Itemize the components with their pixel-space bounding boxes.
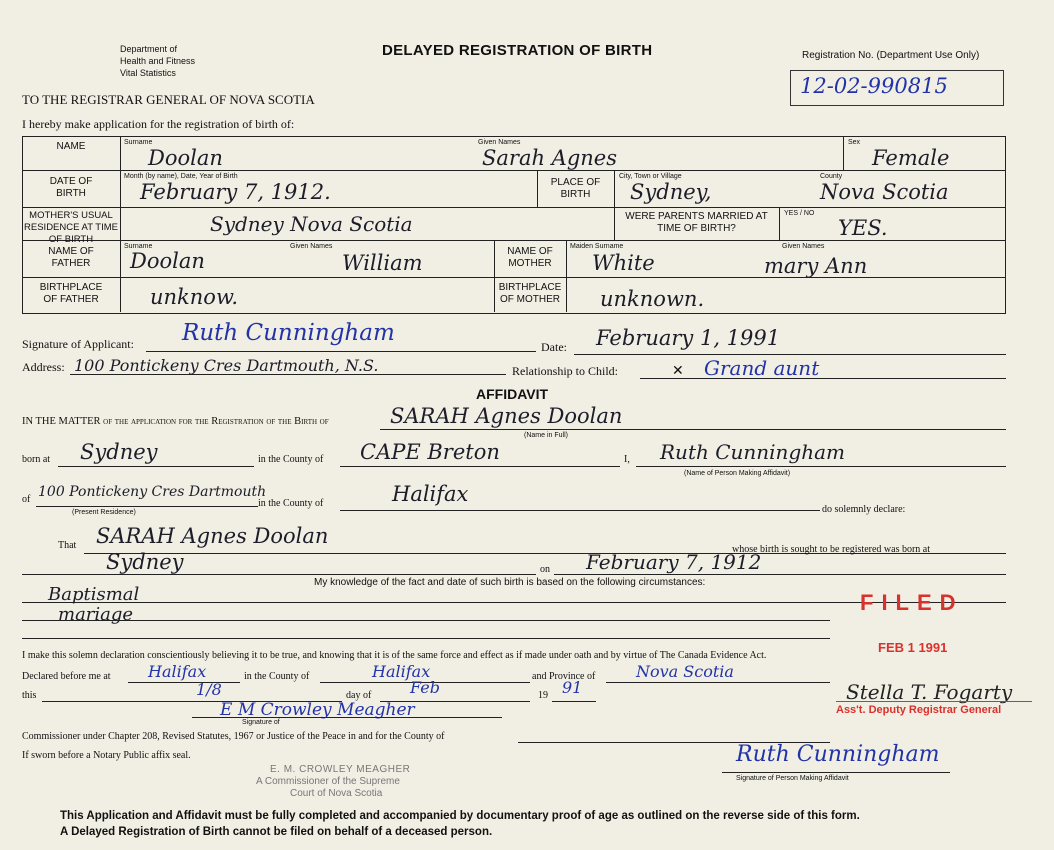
declared-label: Declared before me at <box>22 671 111 682</box>
registrar-signature-line <box>836 701 1032 702</box>
commissioner-text: Commissioner under Chapter 208, Revised Statutes, 1967 or Justice of the Peace in and for the County of <box>22 731 445 742</box>
footer-line-2: A Delayed Registration of Birth cannot be filed on behalf of a deceased person. <box>60 826 493 838</box>
town-value: Sydney, <box>630 180 712 204</box>
circ-line-3 <box>22 638 830 639</box>
circ-line-2 <box>22 620 830 621</box>
person-line <box>636 466 1006 467</box>
province-label: and Province of <box>532 671 596 682</box>
grid-col-mother2 <box>566 240 567 312</box>
declared-line <box>128 682 240 683</box>
filed-stamp: FILED <box>860 590 964 615</box>
that-value: SARAH Agnes Doolan <box>96 524 329 548</box>
father-name-label-text: NAME OF FATHER <box>48 246 94 269</box>
yes-no-label: YES / NO <box>784 210 815 217</box>
father-birthplace-value: unknow. <box>150 285 239 309</box>
dob-value: February 7, 1912. <box>140 180 331 204</box>
day-value: 1/8 <box>196 680 222 699</box>
residence-caption: (Present Residence) <box>72 509 136 516</box>
born-at-label: born at <box>22 454 51 465</box>
father-birthplace-label-text: BIRTHPLACE OF FATHER <box>39 282 103 305</box>
mother-birthplace-label-text: BIRTHPLACE OF MOTHER <box>498 282 562 305</box>
relationship-value: Grand aunt <box>704 356 820 380</box>
commissioner-stamp-line-3: Court of Nova Scotia <box>290 788 383 799</box>
department-line-2: Health and Fitness <box>120 56 196 66</box>
relationship-x: ✕ <box>672 362 684 378</box>
applicant-signature-value: Ruth Cunningham <box>182 320 395 346</box>
father-surname-label: Surname <box>124 243 153 250</box>
commissioner-stamp-line-1: E. M. CROWLEY MEAGHER <box>270 764 411 775</box>
province-line <box>606 682 830 683</box>
relationship-label: Relationship to Child: <box>512 364 619 378</box>
commissioner-signature: E M Crowley Meagher <box>220 700 415 720</box>
maiden-surname-value: White <box>592 251 655 275</box>
on-label: on <box>540 564 550 575</box>
town-label: City, Town or Village <box>619 173 682 180</box>
name-label: NAME <box>56 141 86 152</box>
addressee-line: TO THE REGISTRAR GENERAL OF NOVA SCOTIA <box>22 92 315 107</box>
mother-name-label <box>494 246 566 270</box>
knowledge-text: My knowledge of the fact and date of such birth is based on the following circumstances: <box>314 577 706 588</box>
affiant-residence-value: 100 Pontickeny Cres Dartmouth <box>38 484 267 500</box>
date-line <box>574 354 1006 355</box>
residence-label-text: MOTHER'S USUAL RESIDENCE AT TIME OF BIRTH <box>24 210 118 245</box>
department-line-1: Department of <box>120 44 178 54</box>
surname-label: Surname <box>124 139 153 146</box>
notary-text: If sworn before a Notary Public affix seal. <box>22 750 191 761</box>
relationship-line <box>640 378 1006 379</box>
circumstance-value-1: Baptismal <box>48 584 140 605</box>
affidavit-heading: AFFIDAVIT <box>476 386 549 402</box>
circumstance-value-2: mariage <box>58 604 134 625</box>
sex-value: Female <box>872 146 950 170</box>
this-label: this <box>22 690 37 701</box>
mother-name-label-text: NAME OF MOTHER <box>507 246 553 269</box>
father-surname-value: Doolan <box>130 249 205 273</box>
born-at-value: Sydney <box>80 440 158 464</box>
mother-given-label: Given Names <box>782 243 825 250</box>
date-value: February 1, 1991 <box>596 326 781 350</box>
county-line-2 <box>340 510 820 511</box>
grid-col-1 <box>120 136 121 312</box>
filed-date-stamp: FEB 1 1991 <box>878 640 948 655</box>
year-value: 91 <box>562 678 583 697</box>
in-county-label-3: in the County of <box>244 671 310 682</box>
father-given-value: William <box>342 251 423 275</box>
date-of-birth-label-text: DATE OF BIRTH <box>49 176 93 199</box>
address-value: 100 Pontickeny Cres Dartmouth, N.S. <box>74 356 379 375</box>
commissioner-stamp-line-2: A Commissioner of the Supreme <box>256 776 400 787</box>
residence-value: Sydney Nova Scotia <box>210 212 413 236</box>
date-label: Date: <box>541 340 567 354</box>
address-label: Address: <box>22 360 65 374</box>
that-label: That <box>58 540 77 551</box>
grid-col-yesno <box>779 207 780 240</box>
person-value: Ruth Cunningham <box>660 440 846 464</box>
sex-label: Sex <box>848 139 861 146</box>
grid-rule-1 <box>22 170 1006 171</box>
matter-value: SARAH Agnes Doolan <box>390 404 623 428</box>
applicant-signature-label: Signature of Applicant: <box>22 337 134 351</box>
registration-number-label: Registration No. (Department Use Only) <box>802 50 980 61</box>
grid-col-sex <box>843 136 844 170</box>
affiant-county-value: Halifax <box>392 482 469 506</box>
year-prefix: 19 <box>538 690 548 701</box>
in-county-label-2: in the County of <box>258 498 324 509</box>
father-name-label <box>22 246 120 270</box>
affiant-signature: Ruth Cunningham <box>736 742 940 767</box>
father-birthplace-label <box>22 282 120 306</box>
married-label-text: WERE PARENTS MARRIED AT TIME OF BIRTH? <box>625 211 768 234</box>
affiant-signature-caption: Signature of Person Making Affidavit <box>736 775 849 782</box>
residence-label <box>22 210 120 246</box>
registrar-title: Ass't. Deputy Registrar General <box>836 704 1002 716</box>
mother-birthplace-label <box>494 282 566 306</box>
father-given-label: Given Names <box>290 243 333 250</box>
mother-given-value: mary Ann <box>764 254 868 278</box>
declaration-text: I make this solemn declaration conscientiously believing it to be true, and knowing that it is of the same force and effect as if made under oath and by virtue of The Canada Evidence Act. <box>22 650 767 661</box>
in-county-label: in the County of <box>258 454 324 465</box>
person-caption: (Name of Person Making Affidavit) <box>684 470 791 477</box>
circ-line-1 <box>22 602 1006 603</box>
day-of-label: day of <box>346 690 372 701</box>
born-at-line <box>58 466 254 467</box>
married-label <box>614 211 779 235</box>
mother-birthplace-value: unknown. <box>600 287 705 311</box>
county-line <box>340 466 620 467</box>
grid-rule-2 <box>22 207 1006 208</box>
province-value: Nova Scotia <box>636 662 734 681</box>
place-of-birth-label-text: PLACE OF BIRTH <box>550 177 601 200</box>
maiden-surname-label: Maiden Surname <box>570 243 624 250</box>
commissioner-signature-line <box>192 717 502 718</box>
name-in-full-caption: (Name in Full) <box>524 432 568 439</box>
on-line <box>554 574 1006 575</box>
residence-line <box>36 506 258 507</box>
applicant-signature-line <box>146 351 536 352</box>
i-label: I, <box>624 454 630 465</box>
of-label: of <box>22 494 31 505</box>
given-names-value: Sarah Agnes <box>482 146 618 170</box>
month-value: Feb <box>410 678 440 697</box>
department-line-3: Vital Statistics <box>120 68 176 78</box>
affiant-signature-line <box>722 772 950 773</box>
declared-county-value: Halifax <box>372 662 431 681</box>
born2-value: Sydney <box>106 550 184 574</box>
county-label: County <box>820 173 843 180</box>
matter-text: IN THE MATTER of the application for the Registration of the Birth of <box>22 416 329 427</box>
place-of-birth-label <box>537 177 614 201</box>
registration-number-value: 12-02-990815 <box>800 74 948 98</box>
married-value: YES. <box>838 216 888 240</box>
signature-of-caption: Signature of <box>242 719 280 726</box>
footer-line-1: This Application and Affidavit must be fully completed and accompanied by documentary proof of age as outlined on the reverse side of this form. <box>60 810 860 822</box>
application-line: I hereby make application for the registration of birth of: <box>22 117 295 131</box>
registrar-signature: Stella T. Fogarty <box>846 680 1013 704</box>
surname-value: Doolan <box>148 146 223 170</box>
county-value: Nova Scotia <box>820 180 949 204</box>
year-line <box>552 701 596 702</box>
birth-county-value: CAPE Breton <box>360 440 500 464</box>
on-value: February 7, 1912 <box>586 550 762 574</box>
dob-hint: Month (by name), Date, Year of Birth <box>124 173 238 180</box>
form-title: DELAYED REGISTRATION OF BIRTH <box>382 42 653 59</box>
whose-birth-text: whose birth is sought to be registered was born at <box>732 544 931 555</box>
grid-rule-3 <box>22 240 1006 241</box>
solemnly-text: do solemnly declare: <box>822 504 906 515</box>
born2-line <box>22 574 536 575</box>
declared-value: Halifax <box>148 662 207 681</box>
date-of-birth-label <box>22 176 120 200</box>
given-names-label: Given Names <box>478 139 521 146</box>
grid-col-place2 <box>614 170 615 207</box>
matter-line <box>380 429 1006 430</box>
